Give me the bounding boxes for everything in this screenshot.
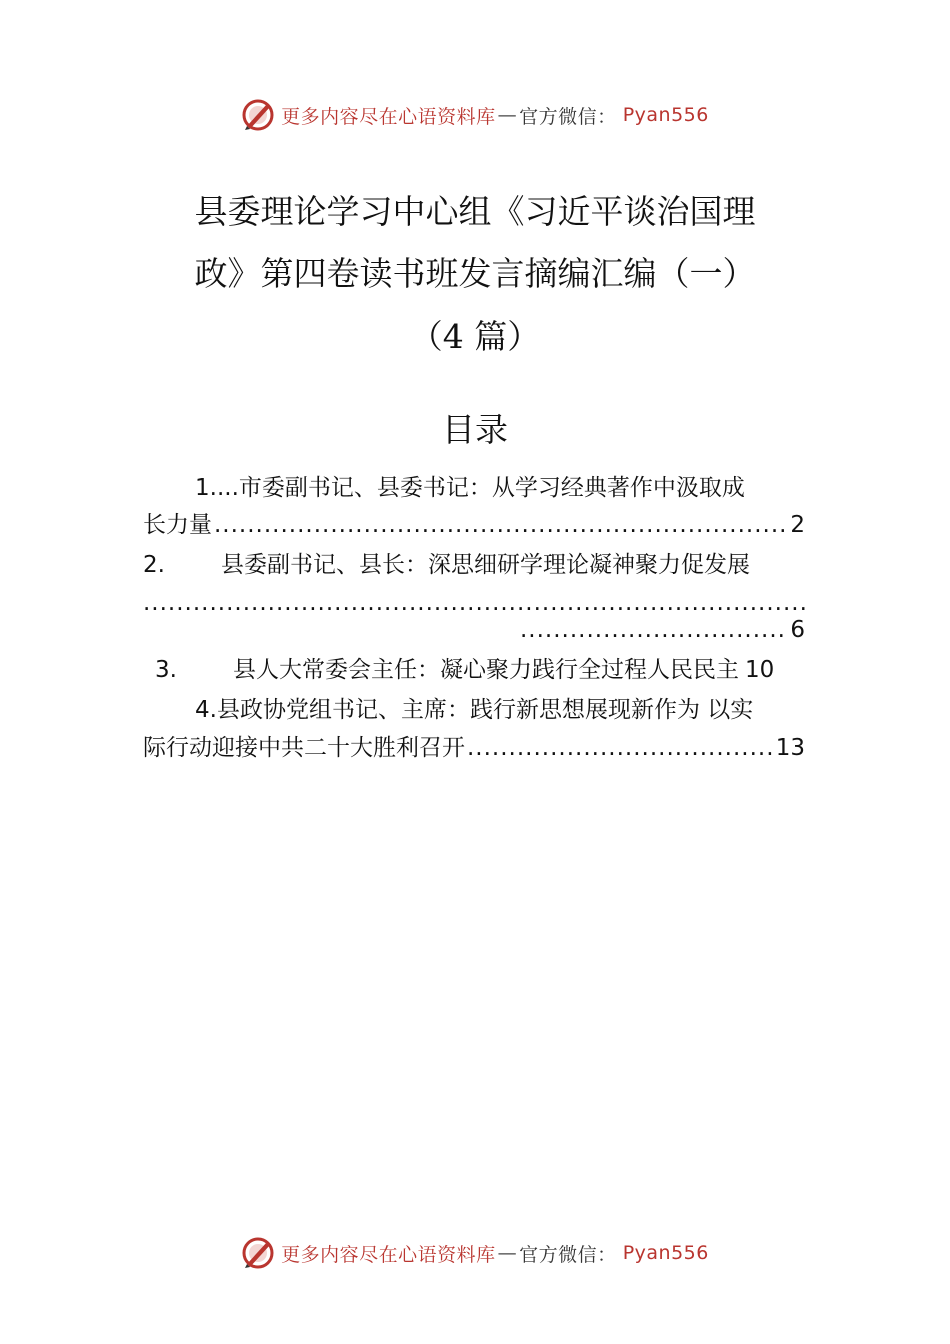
watermark-banner-top <box>0 95 950 135</box>
toc-leader-dots <box>467 731 774 765</box>
toc-item-1-title: ...市委副书记、县委书记：从学习经典著作中汲取成 <box>216 475 745 501</box>
toc-item-4-line-1[interactable] <box>143 693 805 727</box>
toc-leader-dots <box>214 508 788 542</box>
watermark-text: 更多内容尽在心语资料库 <box>281 1243 496 1266</box>
toc-item-4-title-cont: 际行动迎接中共二十大胜利召开 <box>143 735 465 761</box>
toc-item-3-title: 县人大常委会主任：凝心聚力践行全过程人民民主 <box>233 657 739 683</box>
toc-item-2-page: 6 <box>790 617 805 643</box>
watermark-label: 官方微信： <box>519 105 617 128</box>
toc-item-4-number: 4. <box>195 697 217 723</box>
toc-item-4-title: 县政协党组书记、主席：践行新思想展现新作为 以实 <box>216 697 754 723</box>
pen-logo-icon <box>241 98 275 132</box>
toc-item-1-title-cont: 长力量 <box>143 512 212 538</box>
watermark-text: 更多内容尽在心语资料库 <box>281 105 496 128</box>
toc-item-3-page: 10 <box>745 657 775 683</box>
toc-item-1-line-2[interactable] <box>143 508 805 542</box>
document-title-line-2: 政》第四卷读书班发言摘编汇编（一） <box>194 254 756 293</box>
toc-item-3-number: 3. <box>155 657 177 683</box>
toc-item-4-page: 13 <box>775 735 805 761</box>
toc-item-2-title: 县委副书记、县长：深思细研学理论凝神聚力促发展 <box>221 552 750 578</box>
watermark-id: Pyan556 <box>622 104 709 126</box>
watermark-label: 官方微信： <box>519 1243 617 1266</box>
toc-heading: 目录 <box>442 410 508 449</box>
watermark-id: Pyan556 <box>622 1242 709 1264</box>
toc-item-2-number: 2. <box>143 552 165 578</box>
document-title-line-1: 县委理论学习中心组《习近平谈治国理 <box>194 192 756 231</box>
toc-item-3-line-1[interactable] <box>143 653 805 687</box>
toc-leader-dots <box>520 613 788 647</box>
watermark-separator: — <box>497 104 518 126</box>
toc-item-2-line-1[interactable] <box>143 548 805 582</box>
pen-logo-icon <box>241 1236 275 1270</box>
watermark-separator: — <box>497 1242 518 1264</box>
toc-item-4-line-2[interactable] <box>143 731 805 765</box>
toc-item-1-line-1[interactable] <box>143 471 805 505</box>
toc-item-2-page-line[interactable] <box>518 613 805 647</box>
toc-item-1-number: 1. <box>195 475 217 501</box>
toc-item-1-page: 2 <box>790 512 805 538</box>
document-title-line-3: （4 篇） <box>409 317 541 356</box>
watermark-banner-bottom <box>0 1233 950 1273</box>
